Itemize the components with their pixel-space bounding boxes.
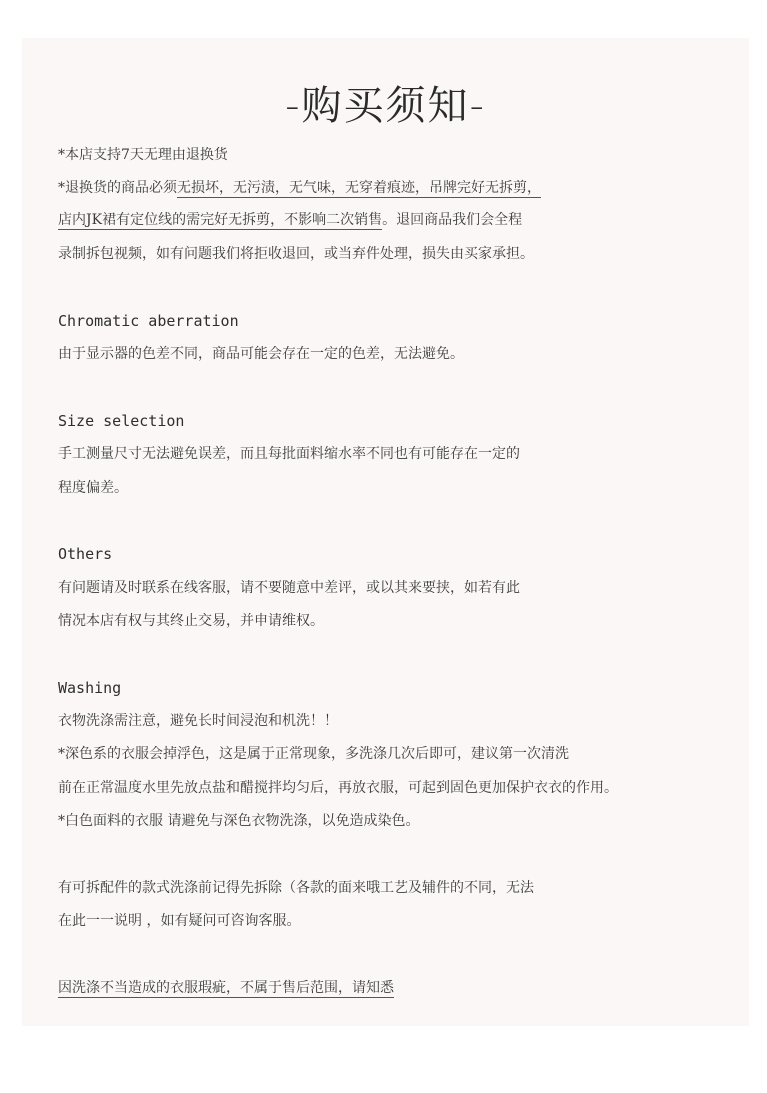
chromatic-line-1: 由于显示器的色差不同，商品可能会存在一定的色差，无法避免。 xyxy=(58,346,464,362)
returns-line-4: 录制拆包视频，如有问题我们将拒收退回，或当弃件处理，损失由买家承担。 xyxy=(58,246,534,262)
returns-line-2-text: *退换货的商品必须 xyxy=(58,180,177,196)
washing-line-5: 有可拆配件的款式洗涤前记得先拆除（各款的面来哦工艺及辅件的不同，无法 xyxy=(58,880,534,896)
returns-jk-underlined: 店内JK裙有定位线的需完好无拆剪，不影响二次销售 xyxy=(58,212,383,228)
others-heading: Others xyxy=(58,545,113,563)
chromatic-heading: Chromatic aberration xyxy=(58,312,239,330)
others-line-1: 有问题请及时联系在线客服，请不要随意中差评，或以其来要挟，如若有此 xyxy=(58,580,520,596)
washing-disclaimer-text: 因洗涤不当造成的衣服瑕疵，不属于售后范围，请知悉 xyxy=(58,980,394,996)
others-line-2: 情况本店有权与其终止交易，并申请维权。 xyxy=(58,613,324,629)
washing-line-2: *深色系的衣服会掉浮色，这是属于正常现象，多洗涤几次后即可，建议第一次清洗 xyxy=(58,746,569,762)
returns-line-3-text: 。退回商品我们会全程 xyxy=(382,212,523,228)
notice-card xyxy=(22,38,749,1026)
washing-disclaimer xyxy=(58,978,394,998)
washing-line-3: 前在正常温度水里先放点盐和醋搅拌均匀后，再放衣服，可起到固色更加保护衣衣的作用。 xyxy=(58,780,618,796)
washing-line-1: 衣物洗涤需注意，避免长时间浸泡和机洗！！ xyxy=(58,713,338,729)
size-line-1: 手工测量尺寸无法避免误差，而且每批面料缩水率不同也有可能存在一定的 xyxy=(58,446,520,462)
returns-condition-underlined: 无损坏，无污渍，无气味，无穿着痕迹，吊牌完好无拆剪， xyxy=(177,180,541,196)
returns-line-1: *本店支持7天无理由退换货 xyxy=(58,147,228,163)
returns-line-3 xyxy=(58,210,522,230)
washing-line-4: *白色面料的衣服 请避免与深色衣物洗涤，以免造成染色。 xyxy=(58,813,420,829)
page-title: -购买须知- xyxy=(285,83,486,129)
size-heading: Size selection xyxy=(58,412,185,430)
returns-line-2 xyxy=(58,178,541,198)
washing-heading: Washing xyxy=(58,679,122,697)
size-line-2: 程度偏差。 xyxy=(58,480,128,496)
washing-line-6: 在此一一说明 ，如有疑问可咨询客服。 xyxy=(58,913,301,929)
